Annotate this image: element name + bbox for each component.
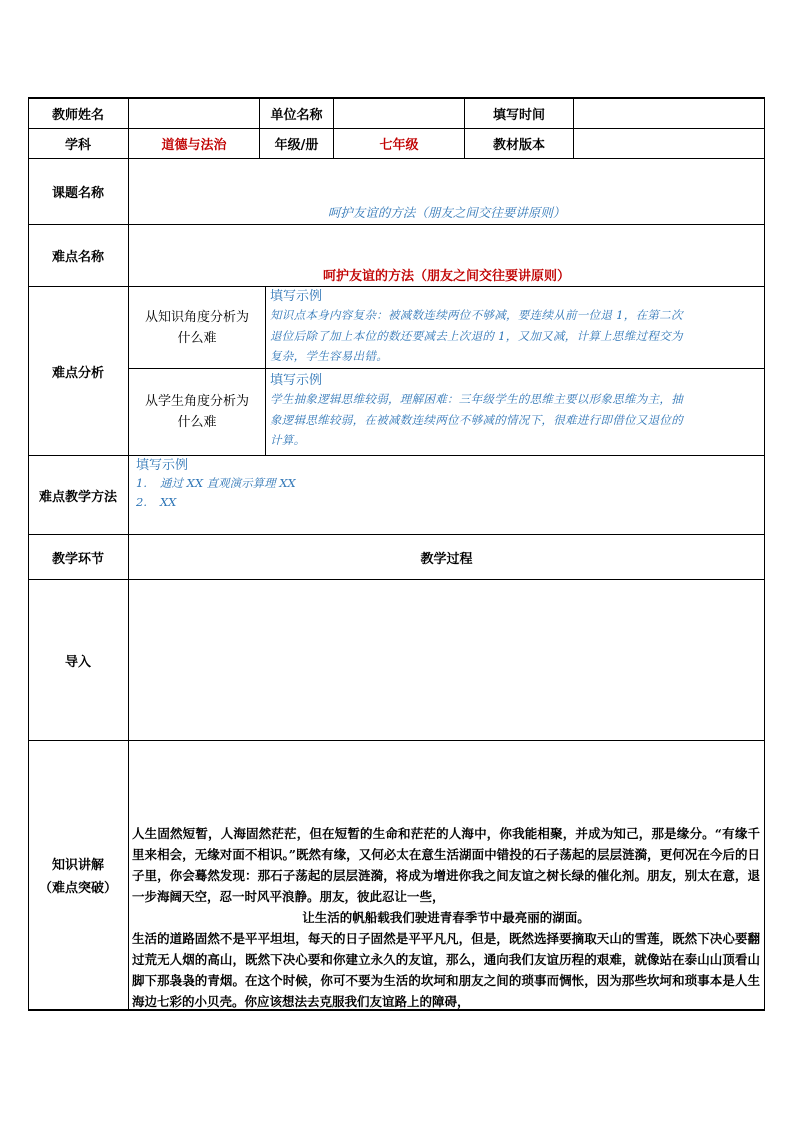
- list-number: 1.: [136, 476, 147, 490]
- knowledge-angle-label: 从知识角度分析为什么难: [144, 309, 249, 346]
- subject-label: 学科: [64, 138, 91, 153]
- knowledge-label: 知识讲解: [51, 858, 104, 873]
- table-rule: [28, 455, 765, 456]
- list-number: 2.: [136, 495, 147, 509]
- table-rule: [28, 740, 765, 741]
- example-line: 退位后除了加上本位的数还要减去上次退的 1，又加又减，计算上思维过程交为: [270, 328, 683, 343]
- topic-label: 课题名称: [51, 186, 104, 201]
- fill-date-label: 填写时间: [492, 108, 545, 123]
- student-angle-example[interactable]: [270, 373, 762, 451]
- grade-value[interactable]: 七年级: [379, 138, 419, 153]
- list-item: [136, 474, 756, 493]
- difficulty-label: 难点名称: [51, 250, 104, 265]
- method-list: [136, 474, 756, 512]
- analysis-label: 难点分析: [51, 365, 104, 381]
- example-heading: 填写示例: [270, 373, 323, 388]
- intro-content[interactable]: [129, 580, 764, 740]
- topic-value[interactable]: 呵护友谊的方法（朋友之间交往要讲原则）: [327, 205, 566, 220]
- teacher-name-field[interactable]: [129, 99, 259, 128]
- subject-value[interactable]: 道德与法治: [161, 138, 227, 153]
- teaching-method-label: 难点教学方法: [38, 489, 117, 505]
- paragraph: 人生固然短暂，人海固然茫茫，但在短暂的生命和茫茫的人海中，你我能相聚，并成为知己，那是缘分。“有缘千里来相会，无缘对面不相识。”既然有缘，又何必太在意生活湖面中错投的石子荡起的层层涟漪，更何况在今后的日子里，你会蓦然发现：那石子荡起的层层涟漪，将成为增进你我之间友谊之树长绿的催化剂。朋友，别太在意，退一步海阔天空，忍一时风平浪静。朋友，彼此忍让一些，: [132, 826, 760, 904]
- intro-label: 导入: [64, 654, 91, 670]
- list-text: 通过 XX 直观演示算理 XX: [160, 476, 296, 490]
- teaching-method-example[interactable]: [136, 458, 756, 512]
- edition-label: 教材版本: [492, 138, 545, 153]
- grade-label: 年级/册: [274, 138, 319, 153]
- table-rule: [28, 224, 765, 225]
- teaching-stage-header: 教学环节: [51, 551, 104, 567]
- example-heading: 填写示例: [136, 458, 189, 473]
- knowledge-content[interactable]: [132, 823, 760, 1012]
- student-angle-label: 从学生角度分析为什么难: [144, 394, 249, 430]
- table-rule: [265, 286, 266, 455]
- example-line: 复杂，学生容易出错。: [270, 349, 388, 363]
- example-line: 计算。: [270, 433, 306, 447]
- table-rule: [28, 286, 765, 287]
- lesson-plan-table: [28, 97, 765, 1011]
- example-heading: 填写示例: [270, 289, 323, 304]
- paragraph: 让生活的帆船载我们驶进青春季节中最亮丽的湖面。: [302, 910, 590, 925]
- table-rule: [764, 97, 765, 1011]
- list-item: [136, 493, 756, 512]
- difficulty-value[interactable]: 呵护友谊的方法（朋友之间交往要讲原则）: [322, 268, 570, 284]
- example-line: 知识点本身内容复杂：被减数连续两位不够减，要连续从前一位退 1，在第二次: [270, 308, 683, 322]
- example-line: 象逻辑思维较弱，在被减数连续两位不够减的情况下，很难进行即借位又退位的: [270, 412, 683, 427]
- unit-name-field[interactable]: [334, 99, 464, 128]
- edition-field[interactable]: [574, 129, 764, 158]
- knowledge-angle-example[interactable]: [270, 289, 762, 367]
- table-rule: [28, 158, 765, 159]
- unit-name-label: 单位名称: [270, 108, 323, 123]
- example-line: 学生抽象逻辑思维较弱，理解困难：三年级学生的思维主要以形象思维为主，抽: [270, 392, 683, 406]
- list-text: XX: [160, 495, 177, 509]
- knowledge-sublabel: （难点突破）: [38, 881, 117, 896]
- knowledge-section-label: [28, 741, 128, 1009]
- fill-date-field[interactable]: [574, 99, 764, 128]
- teacher-name-label: 教师姓名: [51, 108, 104, 123]
- paragraph: 生活的道路固然不是平平坦坦，每天的日子固然是平平凡凡，但是，既然选择要摘取天山的雪莲，既然下决心要翻过荒无人烟的高山，既然下决心要和你建立永久的友谊，那么，通向我们友谊历程的艰难，就像站在泰山山顶看山脚下那袅袅的青烟。在这个时候，你可不要为生活的坎坷和朋友之间的琐事而惆怅，因为那些坎坷和琐事本是人生海边七彩的小贝壳。你应该想法去克服我们友谊路上的障碍，: [132, 931, 760, 1009]
- teaching-process-header: 教学过程: [420, 551, 473, 567]
